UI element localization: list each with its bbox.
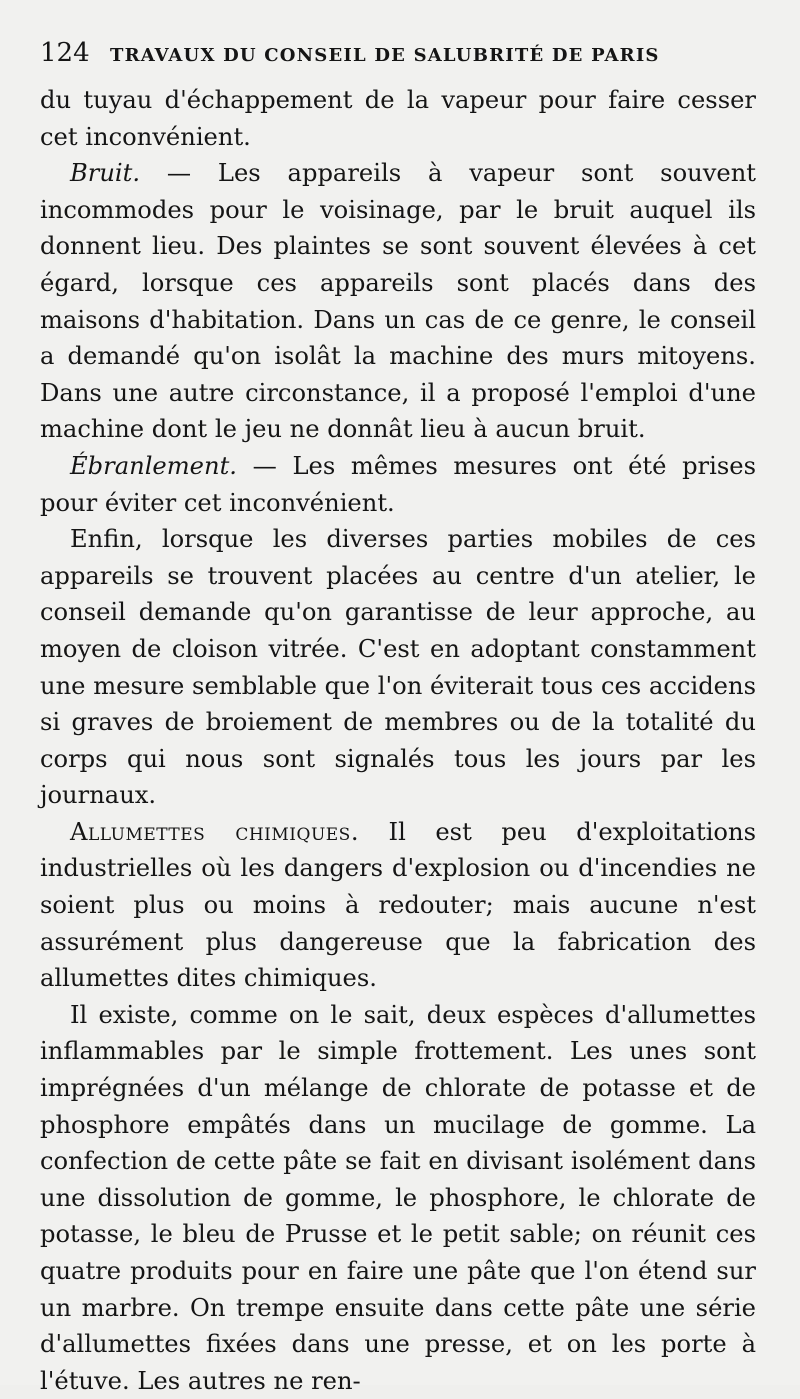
paragraph-enfin bbox=[40, 521, 756, 814]
paragraph-text: Enfin, lorsque les diverses parties mobiles de ces appareils se trouvent placées au centre d'un atelier, le conseil demande qu'on garantisse de leur approche, au moyen de cloison vitrée. C'est en adoptant constamment une mesure semblable que l'on éviterait tous ces accidens si graves de broiement de membres ou de la totalité du corps qui nous sont signalés tous les jours par les journaux. bbox=[40, 525, 756, 810]
running-head bbox=[40, 38, 760, 78]
paragraph-lead-ebranlement: Ébranlement. bbox=[70, 451, 237, 480]
paragraph-il-existe bbox=[40, 997, 756, 1399]
paragraph-lead-bruit: Bruit. bbox=[70, 159, 141, 188]
running-head-title: TRAVAUX DU CONSEIL DE SALUBRITÉ DE PARIS bbox=[110, 45, 660, 66]
paragraph-lead-allumettes: Allumettes chimiques. bbox=[70, 817, 360, 846]
paragraph-allumettes bbox=[40, 814, 756, 997]
paragraph-text: — Les appareils à vapeur sont souvent incommodes pour le voisinage, par le bruit auquel ils donnent lieu. Des plaintes se sont souvent élevées à cet égard, lorsque ces appareils sont placés dans des maisons d'habitation. Dans un cas de ce genre, le conseil a demandé qu'on isolât la machine des murs mitoyens. Dans une autre circonstance, il a proposé l'emploi d'une machine dont le jeu ne donnât lieu à aucun bruit. bbox=[40, 159, 756, 444]
paragraph-continuation bbox=[40, 82, 756, 155]
page-number: 124 bbox=[40, 38, 90, 68]
paragraph-text: — Les mêmes mesures ont été prises pour éviter cet inconvénient. bbox=[40, 451, 756, 517]
paragraph-text: du tuyau d'échappement de la vapeur pour faire cesser cet inconvénient. bbox=[40, 86, 756, 151]
paragraph-text: Il est peu d'exploitations industrielles où les dangers d'explosion ou d'incendies ne soient plus ou moins à redouter; mais aucune n'est assurément plus dangereuse que la fabrication des allumettes dites chimiques. bbox=[40, 817, 756, 993]
body-text bbox=[40, 82, 756, 1399]
paragraph-bruit bbox=[40, 155, 756, 448]
paragraph-text: Il existe, comme on le sait, deux espèces d'allumettes inflammables par le simple frottement. Les unes sont imprégnées d'un mélange de chlorate de potasse et de phosphore empâtés dans un mucilage de gomme. La confection de cette pâte se fait en divisant isolément dans une dissolution de gomme, le phosphore, le chlorate de potasse, le bleu de Prusse et le petit sable; on réunit ces quatre produits pour en faire une pâte que l'on étend sur un marbre. On trempe ensuite dans cette pâte une série d'allumettes fixées dans une presse, et on les porte à l'étuve. Les autres ne ren- bbox=[40, 1000, 756, 1395]
paragraph-ebranlement bbox=[40, 448, 756, 521]
